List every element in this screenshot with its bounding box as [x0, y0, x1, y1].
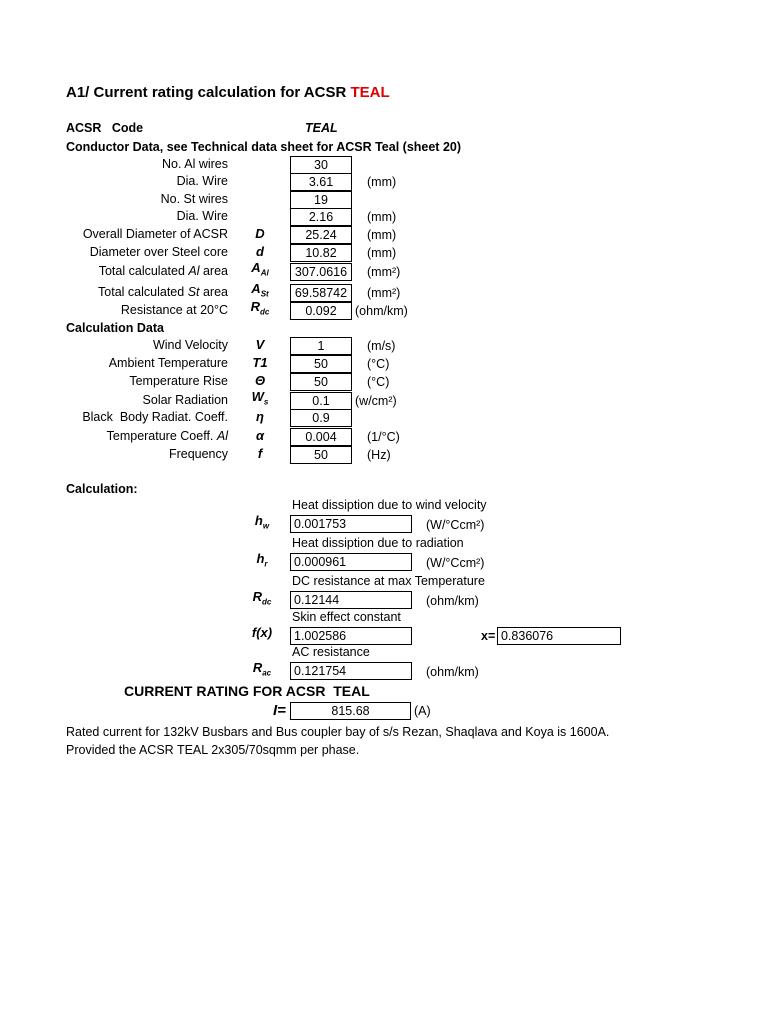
symbol-main: Θ [254, 373, 266, 388]
value-cell: 25.24 [290, 226, 352, 244]
result-symbol [242, 660, 282, 678]
value-cell: 10.82 [290, 244, 352, 262]
unit-label: (°C) [367, 357, 390, 371]
value-cell: 0.1 [290, 392, 352, 410]
unit-label: (°C) [367, 375, 390, 389]
symbol-subscript: s [263, 397, 269, 407]
label-italic: Al [216, 429, 228, 443]
row-label: Resistance at 20°C [120, 303, 228, 317]
result-caption: Heat dissiption due to wind velocity [292, 498, 487, 512]
result-caption: AC resistance [292, 645, 370, 659]
row-label: Solar Radiation [142, 393, 228, 407]
unit-label: (mm²) [367, 286, 401, 300]
value-cell: 307.0616 [290, 263, 352, 281]
row-label: Black Body Radiat. Coeff. [82, 410, 228, 424]
value-cell: 50 [290, 355, 352, 373]
result-value-cell: 0.001753 [290, 515, 412, 533]
title-prefix: A1/ Current rating calculation for ACSR [66, 84, 351, 101]
result-unit: (ohm/km) [426, 665, 479, 679]
row-symbol [240, 281, 280, 299]
result-unit: (W/°Ccm²) [426, 556, 485, 570]
symbol-subscript: w [262, 521, 270, 531]
acsr-code-value: TEAL [305, 121, 338, 135]
current-unit: (A) [414, 704, 431, 718]
row-label: Diameter over Steel core [89, 245, 228, 259]
row-symbol [240, 373, 280, 388]
current-value-cell: 815.68 [290, 702, 411, 720]
row-label: No. Al wires [162, 157, 228, 171]
symbol-main: V [255, 337, 265, 352]
row-label [28, 285, 228, 299]
row-symbol [240, 355, 280, 370]
unit-label: (mm) [367, 175, 397, 189]
unit-label: (w/cm²) [355, 394, 397, 408]
result-value-cell: 0.121754 [290, 662, 412, 680]
row-symbol [240, 409, 280, 424]
row-symbol [240, 299, 280, 317]
value-cell: 0.9 [290, 409, 352, 427]
title-code: TEAL [350, 84, 390, 101]
result-caption: DC resistance at max Temperature [292, 574, 485, 588]
symbol-main: W [251, 389, 264, 404]
unit-label: (mm²) [367, 265, 401, 279]
acsr-code-label: ACSR Code [66, 121, 144, 135]
current-rating-heading: CURRENT RATING FOR ACSR TEAL [124, 683, 370, 699]
x-label: x= [481, 629, 496, 643]
symbol-main: A [251, 281, 261, 296]
calc-data-heading: Calculation Data [66, 321, 164, 335]
symbol-subscript: dc [260, 307, 270, 317]
value-cell: 19 [290, 191, 352, 209]
row-symbol [240, 389, 280, 407]
symbol-main: f [257, 446, 263, 461]
label-text: Total calculated [98, 264, 189, 278]
note-line-2: Provided the ACSR TEAL 2x305/70sqmm per phase. [66, 743, 360, 757]
result-caption: Skin effect constant [292, 610, 401, 624]
row-label: No. St wires [160, 192, 228, 206]
row-symbol [240, 337, 280, 352]
value-cell: 0.092 [290, 302, 352, 320]
current-symbol: I= [273, 702, 286, 719]
label-text: Temperature Coeff. [106, 429, 217, 443]
symbol-main: α [255, 428, 265, 443]
symbol-main: D [255, 226, 265, 241]
result-symbol [242, 589, 282, 607]
row-label: Wind Velocity [152, 338, 228, 352]
symbol-subscript: dc [262, 597, 272, 607]
unit-label: (m/s) [367, 339, 396, 353]
symbol-subscript: Al [260, 268, 269, 278]
row-label: Dia. Wire [176, 174, 228, 188]
symbol-subscript: ac [262, 668, 272, 678]
symbol-subscript: St [260, 289, 269, 299]
row-label: Overall Diameter of ACSR [82, 227, 228, 241]
unit-label: (mm) [367, 228, 397, 242]
symbol-main: η [256, 409, 264, 424]
symbol-main: R [250, 299, 261, 314]
symbol-main: T1 [252, 355, 268, 370]
unit-label: (Hz) [367, 448, 391, 462]
row-label: Temperature Rise [129, 374, 228, 388]
row-symbol [240, 428, 280, 443]
result-symbol [242, 625, 282, 640]
row-symbol [240, 226, 280, 241]
value-cell: 69.58742 [290, 284, 352, 302]
value-cell: 0.004 [290, 428, 352, 446]
result-caption: Heat dissiption due to radiation [292, 536, 464, 550]
symbol-subscript: r [264, 559, 268, 569]
result-unit: (ohm/km) [426, 594, 479, 608]
label-italic: Al [188, 264, 200, 278]
unit-label: (mm) [367, 210, 397, 224]
value-cell: 50 [290, 446, 352, 464]
result-symbol [242, 513, 282, 531]
unit-label: (mm) [367, 246, 397, 260]
symbol-main: h [256, 551, 265, 566]
unit-label: (ohm/km) [355, 304, 408, 318]
conductor-heading: Conductor Data, see Technical data sheet for ACSR Teal (sheet 20) [66, 140, 462, 154]
unit-label: (1/°C) [367, 430, 400, 444]
symbol-main: A [251, 260, 261, 275]
label-text: Total calculated [98, 285, 188, 299]
value-cell: 1 [290, 337, 352, 355]
row-symbol [240, 244, 280, 259]
calculation-heading: Calculation: [66, 482, 138, 496]
label-text-end: area [199, 285, 228, 299]
row-label [28, 264, 228, 278]
x-value-cell: 0.836076 [497, 627, 621, 645]
result-value-cell: 0.000961 [290, 553, 412, 571]
value-cell: 50 [290, 373, 352, 391]
symbol-main: d [256, 244, 264, 259]
symbol-main: R [252, 660, 263, 675]
label-italic: St [187, 285, 200, 299]
value-cell: 2.16 [290, 208, 352, 226]
row-label: Frequency [168, 447, 228, 461]
result-symbol [242, 551, 282, 569]
value-cell: 3.61 [290, 173, 352, 191]
result-value-cell: 1.002586 [290, 627, 412, 645]
value-cell: 30 [290, 156, 352, 174]
row-symbol [240, 260, 280, 278]
symbol-main: h [254, 513, 263, 528]
page-title [66, 84, 390, 101]
result-value-cell: 0.12144 [290, 591, 412, 609]
note-line-1: Rated current for 132kV Busbars and Bus coupler bay of s/s Rezan, Shaqlava and Koya is 1600A. [66, 725, 610, 739]
label-text-end: area [199, 264, 228, 278]
row-symbol [240, 446, 280, 461]
result-unit: (W/°Ccm²) [426, 518, 485, 532]
row-label: Ambient Temperature [108, 356, 228, 370]
symbol-main: R [252, 589, 263, 604]
row-label: Dia. Wire [176, 209, 228, 223]
symbol-main: f(x) [251, 625, 273, 640]
row-label [28, 429, 228, 443]
